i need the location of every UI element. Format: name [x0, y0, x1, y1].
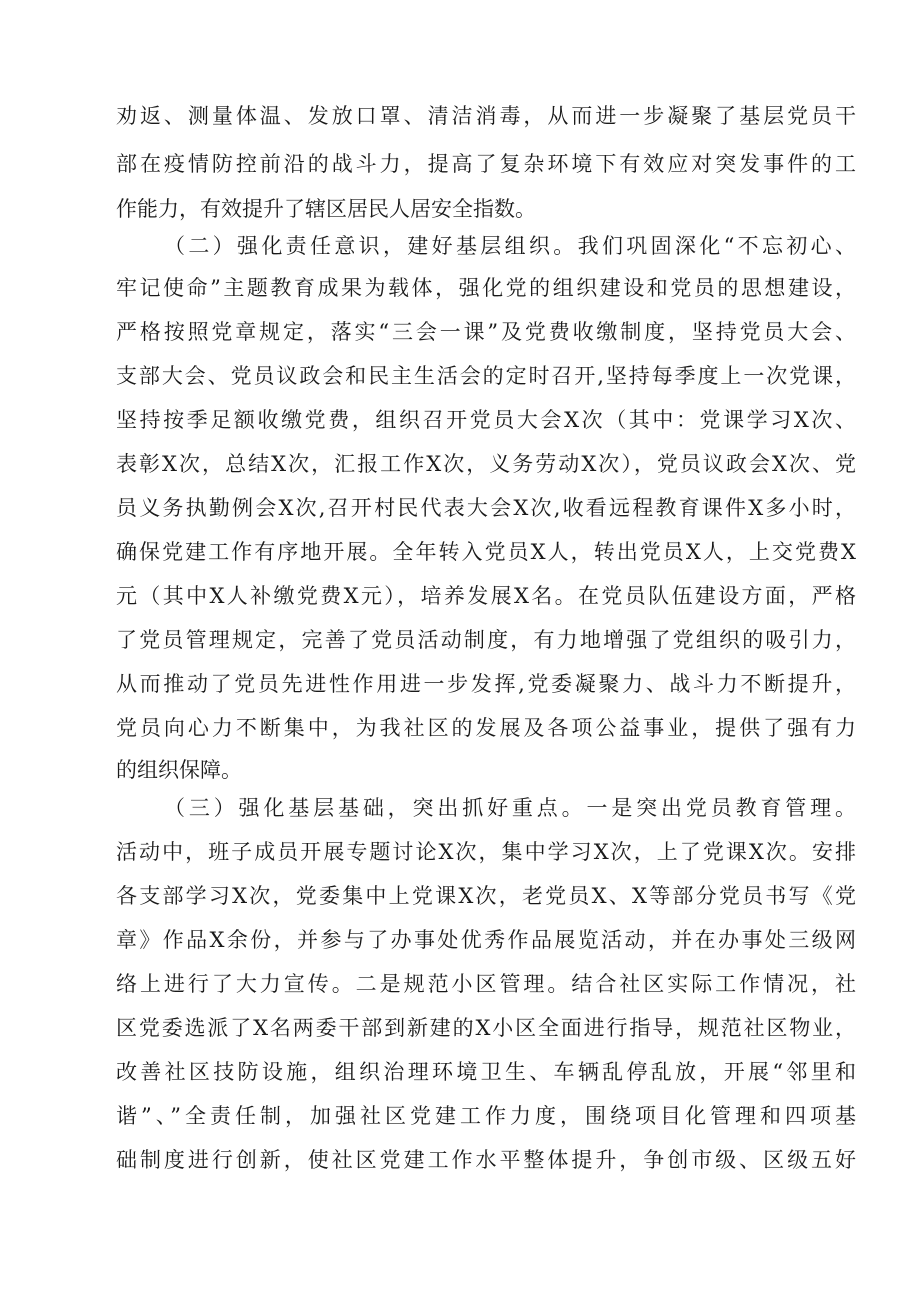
text-line: 支部大会、党员议政会和民主生活会的定时召开,坚持每季度上一次党课，: [116, 364, 856, 388]
text-line: 部在疫情防控前沿的战斗力，提高了复杂环境下有效应对突发事件的工: [116, 152, 856, 176]
text-line: 坚持按季足额收缴党费，组织召开党员大会X次（其中：党课学习X次、: [116, 408, 856, 432]
text-line: 谐”、”全责任制，加强社区党建工作力度，围绕项目化管理和四项基: [116, 1104, 856, 1128]
paragraph-heading: （三）强化基层基础，突出抓好重点。一是突出党员教育管理。: [164, 796, 856, 820]
text-line: 从而推动了党员先进性作用进一步发挥,党委凝聚力、战斗力不断提升，: [116, 672, 856, 696]
text-line: 络上进行了大力宣传。二是规范小区管理。结合社区实际工作情况，社: [116, 972, 856, 996]
paragraph-heading: （二）强化责任意识，建好基层组织。我们巩固深化“不忘初心、: [164, 234, 856, 258]
text-line: 区党委选派了X名两委干部到新建的X小区全面进行指导，规范社区物业，: [116, 1016, 856, 1040]
text-line: 员义务执勤例会X次,召开村民代表大会X次,收看远程教育课件X多小时，: [116, 496, 856, 520]
text-line: 党员向心力不断集中，为我社区的发展及各项公益事业，提供了强有力: [116, 716, 856, 740]
text-line: 章》作品X余份，并参与了办事处优秀作品展览活动，并在办事处三级网: [116, 928, 856, 952]
text-line: 表彰X次，总结X次，汇报工作X次，义务劳动X次），党员议政会X次、党: [116, 452, 856, 476]
text-line: 牢记使命”主题教育成果为载体，强化党的组织建设和党员的思想建设，: [116, 276, 856, 300]
text-line: 了党员管理规定，完善了党员活动制度，有力地增强了党组织的吸引力，: [116, 628, 856, 652]
text-line: 改善社区技防设施，组织治理环境卫生、车辆乱停乱放，开展“邻里和: [116, 1060, 856, 1084]
text-line: 确保党建工作有序地开展。全年转入党员X人，转出党员X人，上交党费X: [116, 540, 856, 564]
text-line: 作能力，有效提升了辖区居民人居安全指数。: [116, 197, 536, 221]
text-line: 各支部学习X次，党委集中上党课X次，老党员X、X等部分党员书写《党: [116, 884, 856, 908]
text-line: 础制度进行创新，使社区党建工作水平整体提升，争创市级、区级五好: [116, 1148, 856, 1172]
text-line: 元（其中X人补缴党费X元），培养发展X名。在党员队伍建设方面，严格: [116, 584, 856, 608]
text-line: 的组织保障。: [116, 758, 242, 782]
text-line: 劝返、测量体温、发放口罩、清洁消毒，从而进一步凝聚了基层党员干: [116, 104, 856, 128]
text-line: 严格按照党章规定，落实“三会一课”及党费收缴制度，坚持党员大会、: [116, 320, 856, 344]
text-line: 活动中，班子成员开展专题讨论X次，集中学习X次，上了党课X次。安排: [116, 840, 856, 864]
